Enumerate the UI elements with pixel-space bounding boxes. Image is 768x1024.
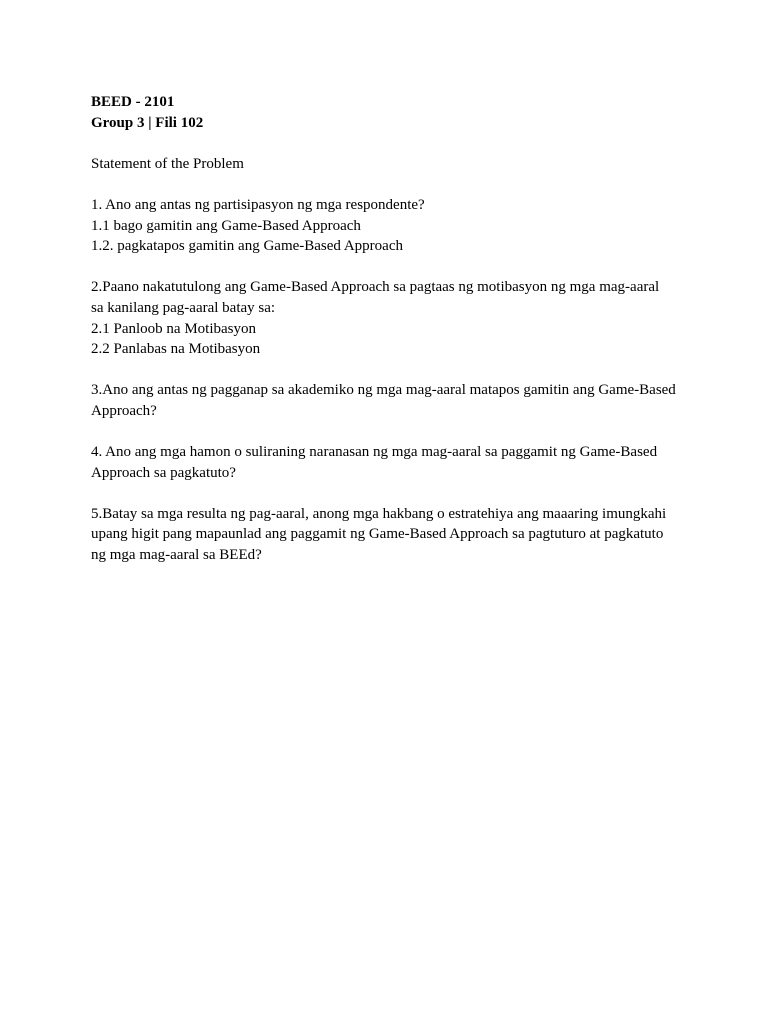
group-subject: Group 3 | Fili 102 xyxy=(91,114,204,131)
spacer xyxy=(91,174,691,195)
sub-question: 2.2 Panlabas na Motibasyon xyxy=(91,341,261,358)
question-1 xyxy=(91,195,691,257)
question-text: Approach? xyxy=(91,402,157,419)
spacer xyxy=(91,422,691,443)
question-5 xyxy=(91,504,691,566)
question-2 xyxy=(91,277,691,359)
question-text: 1. Ano ang antas ng partisipasyon ng mga respondente? xyxy=(91,196,425,213)
question-text: upang higit pang mapaunlad ang paggamit ng Game-Based Approach sa pagtuturo at pagkatuto xyxy=(91,526,664,543)
sub-question: 1.1 bago gamitin ang Game-Based Approach xyxy=(91,217,361,234)
spacer xyxy=(91,133,691,154)
sub-question: 2.1 Panloob na Motibasyon xyxy=(91,320,256,337)
spacer xyxy=(91,257,691,278)
document-body xyxy=(91,92,691,566)
spacer xyxy=(91,360,691,381)
sub-question: 1.2. pagkatapos gamitin ang Game-Based Approach xyxy=(91,238,403,255)
question-text: sa kanilang pag-aaral batay sa: xyxy=(91,299,276,316)
spacer xyxy=(91,483,691,504)
question-text: Approach sa pagkatuto? xyxy=(91,464,236,481)
question-text: 5.Batay sa mga resulta ng pag-aaral, anong mga hakbang o estratehiya ang maaaring imungkahi xyxy=(91,505,667,522)
section-heading: Statement of the Problem xyxy=(91,155,244,172)
question-text: 2.Paano nakatutulong ang Game-Based Approach sa pagtaas ng motibasyon ng mga mag-aaral xyxy=(91,279,660,296)
question-3 xyxy=(91,380,691,421)
question-4 xyxy=(91,442,691,483)
question-text: ng mga mag-aaral sa BEEd? xyxy=(91,547,262,564)
course-code: BEED - 2101 xyxy=(91,94,175,110)
question-text: 3.Ano ang antas ng pagganap sa akademiko ng mga mag-aaral matapos gamitin ang Game-Based xyxy=(91,382,676,399)
question-text: 4. Ano ang mga hamon o suliraning naranasan ng mga mag-aaral sa paggamit ng Game-Based xyxy=(91,444,658,461)
